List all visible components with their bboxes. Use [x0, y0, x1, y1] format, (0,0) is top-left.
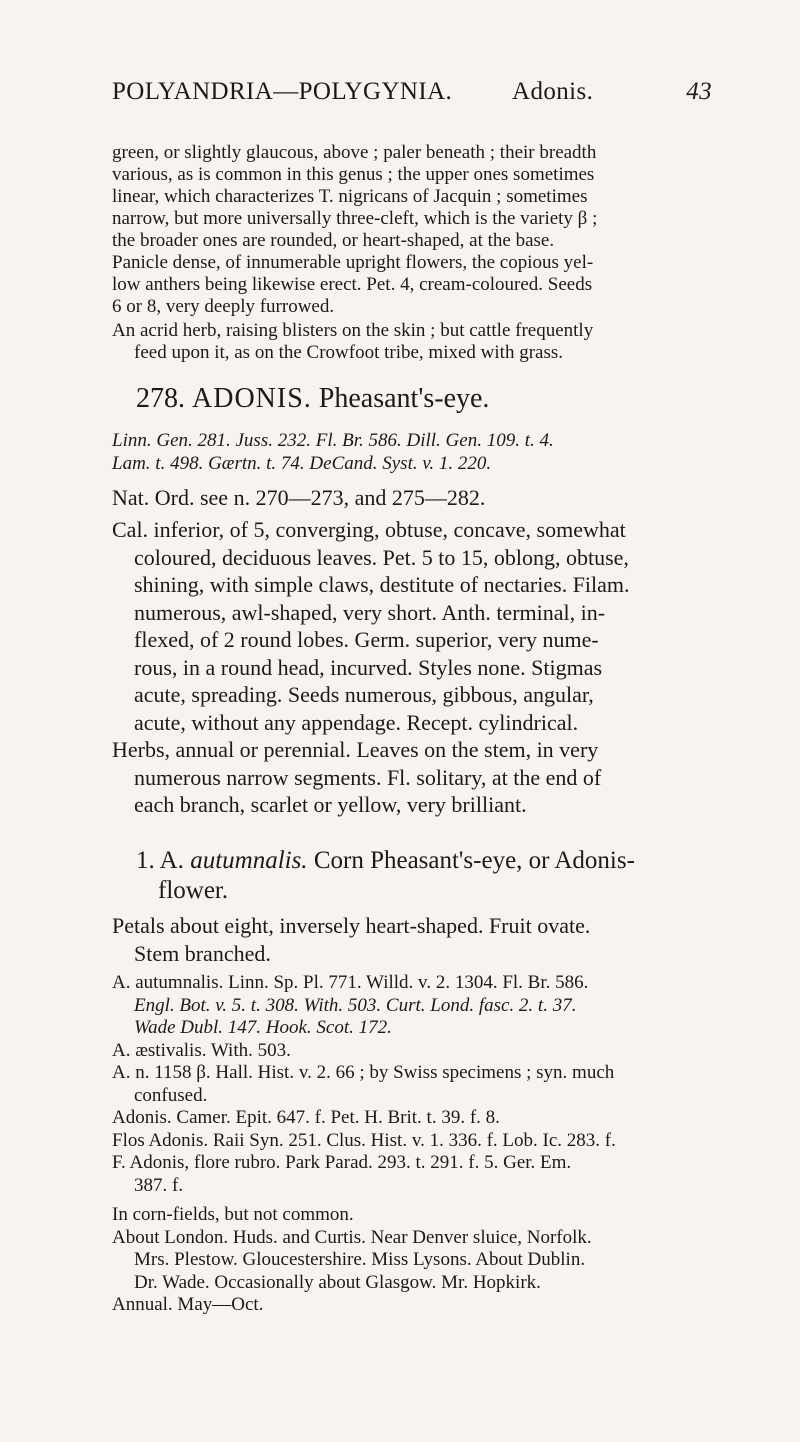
genus-name: ADONIS. [192, 383, 312, 414]
text-line: shining, with simple claws, destitute of nectaries. Filam. [134, 572, 630, 597]
text-line: F. Adonis, flore rubro. Park Parad. 293. t. 291. f. 5. Ger. Em. [112, 1152, 572, 1173]
habitat [112, 1204, 732, 1317]
text-line: Petals about eight, inversely heart-shaped. Fruit ovate. [112, 913, 591, 938]
genus-common-name: Pheasant's-eye. [318, 383, 490, 414]
text-line: Annual. May—Oct. [112, 1294, 264, 1315]
text-line: green, or slightly glaucous, above ; paler beneath ; their breadth [112, 142, 597, 163]
text-line: acute, spreading. Seeds numerous, gibbous, angular, [134, 682, 594, 707]
genus-references [112, 430, 732, 475]
text-line: Flos Adonis. Raii Syn. 251. Clus. Hist. v. 1. 336. f. Lob. Ic. 283. f. [112, 1129, 616, 1151]
intro-paragraph [112, 142, 732, 318]
text-line: confused. [134, 1084, 208, 1106]
species-description [112, 912, 732, 967]
text-line: About London. Huds. and Curtis. Near Denver sluice, Norfolk. [112, 1226, 592, 1248]
text-line: numerous, awl-shaped, very short. Anth. terminal, in- [134, 599, 606, 625]
text-line: 6 or 8, very deeply furrowed. [112, 296, 335, 317]
text-line: In corn-fields, but not common. [112, 1204, 354, 1225]
text-line: the broader ones are rounded, or heart-shaped, at the base. [112, 230, 555, 251]
text-line: A. æstivalis. With. 503. [112, 1039, 291, 1061]
text-line: Lam. t. 498. Gærtn. t. 74. DeCand. Syst. v. 1. 220. [112, 452, 492, 474]
natural-order [112, 484, 732, 512]
species-name: autumnalis. [190, 847, 308, 874]
text-line: A. autumnalis. Linn. Sp. Pl. 771. Willd. v. 2. 1304. Fl. Br. 586. [112, 972, 589, 993]
text-line: flexed, of 2 round lobes. Germ. superior, very nume- [134, 627, 599, 652]
text-line: linear, which characterizes T. nigricans of Jacquin ; sometimes [112, 186, 588, 207]
text-line: various, as is common in this genus ; the upper ones sometimes [112, 164, 595, 185]
genus-number: 278. [136, 383, 185, 414]
species-number: 1. A. [136, 847, 184, 874]
text-line: Linn. Gen. 281. Juss. 232. Fl. Br. 586. Dill. Gen. 109. t. 4. [112, 430, 554, 451]
species-common-name-cont: flower. [158, 877, 229, 904]
synonyms [112, 972, 732, 1197]
text-line: Stem branched. [134, 940, 271, 966]
running-head-genus: Adonis. [512, 78, 594, 105]
text-line: narrow, but more universally three-cleft, which is the variety β ; [112, 208, 598, 229]
text-line: Cal. inferior, of 5, converging, obtuse, concave, somewhat [112, 517, 626, 542]
text-line: 387. f. [134, 1174, 184, 1196]
text-line: Panicle dense, of innumerable upright flowers, the copious yel- [112, 252, 594, 273]
genus-description [112, 516, 732, 819]
text-line: low anthers being likewise erect. Pet. 4, cream-coloured. Seeds [112, 274, 593, 295]
intro-note [112, 320, 732, 364]
text-line: Mrs. Plestow. Gloucestershire. Miss Lysons. About Dublin. [134, 1249, 586, 1270]
text-line: Dr. Wade. Occasionally about Glasgow. Mr. Hopkirk. [134, 1271, 541, 1293]
text-line: numerous narrow segments. Fl. solitary, at the end of [134, 764, 602, 790]
text-line: Nat. Ord. see n. 270—273, and 275—282. [112, 485, 486, 510]
text-line: Adonis. Camer. Epit. 647. f. Pet. H. Brit. t. 39. f. 8. [112, 1107, 500, 1128]
page-number: 43 [686, 78, 712, 105]
text-line: each branch, scarlet or yellow, very brilliant. [134, 792, 527, 817]
text-line: coloured, deciduous leaves. Pet. 5 to 15, oblong, obtuse, [134, 544, 629, 570]
text-line: A. n. 1158 β. Hall. Hist. v. 2. 66 ; by Swiss specimens ; syn. much [112, 1062, 615, 1083]
text-line: Wade Dubl. 147. Hook. Scot. 172. [134, 1017, 392, 1038]
text-line: feed upon it, as on the Crowfoot tribe, mixed with grass. [134, 342, 564, 363]
text-line: An acrid herb, raising blisters on the skin ; but cattle frequently [112, 320, 594, 341]
text-line: Engl. Bot. v. 5. t. 308. With. 503. Curt. Lond. fasc. 2. t. 37. [134, 994, 577, 1016]
species-heading [136, 846, 756, 906]
genus-heading [136, 382, 756, 416]
running-head-title: POLYANDRIA—POLYGYNIA. [112, 78, 453, 105]
text-line: acute, without any appendage. Recept. cylindrical. [134, 709, 579, 735]
text-line: Herbs, annual or perennial. Leaves on the stem, in very [112, 737, 599, 762]
text-line: rous, in a round head, incurved. Styles none. Stigmas [134, 654, 603, 680]
species-common-name: Corn Pheasant's-eye, or Adonis- [313, 847, 635, 874]
